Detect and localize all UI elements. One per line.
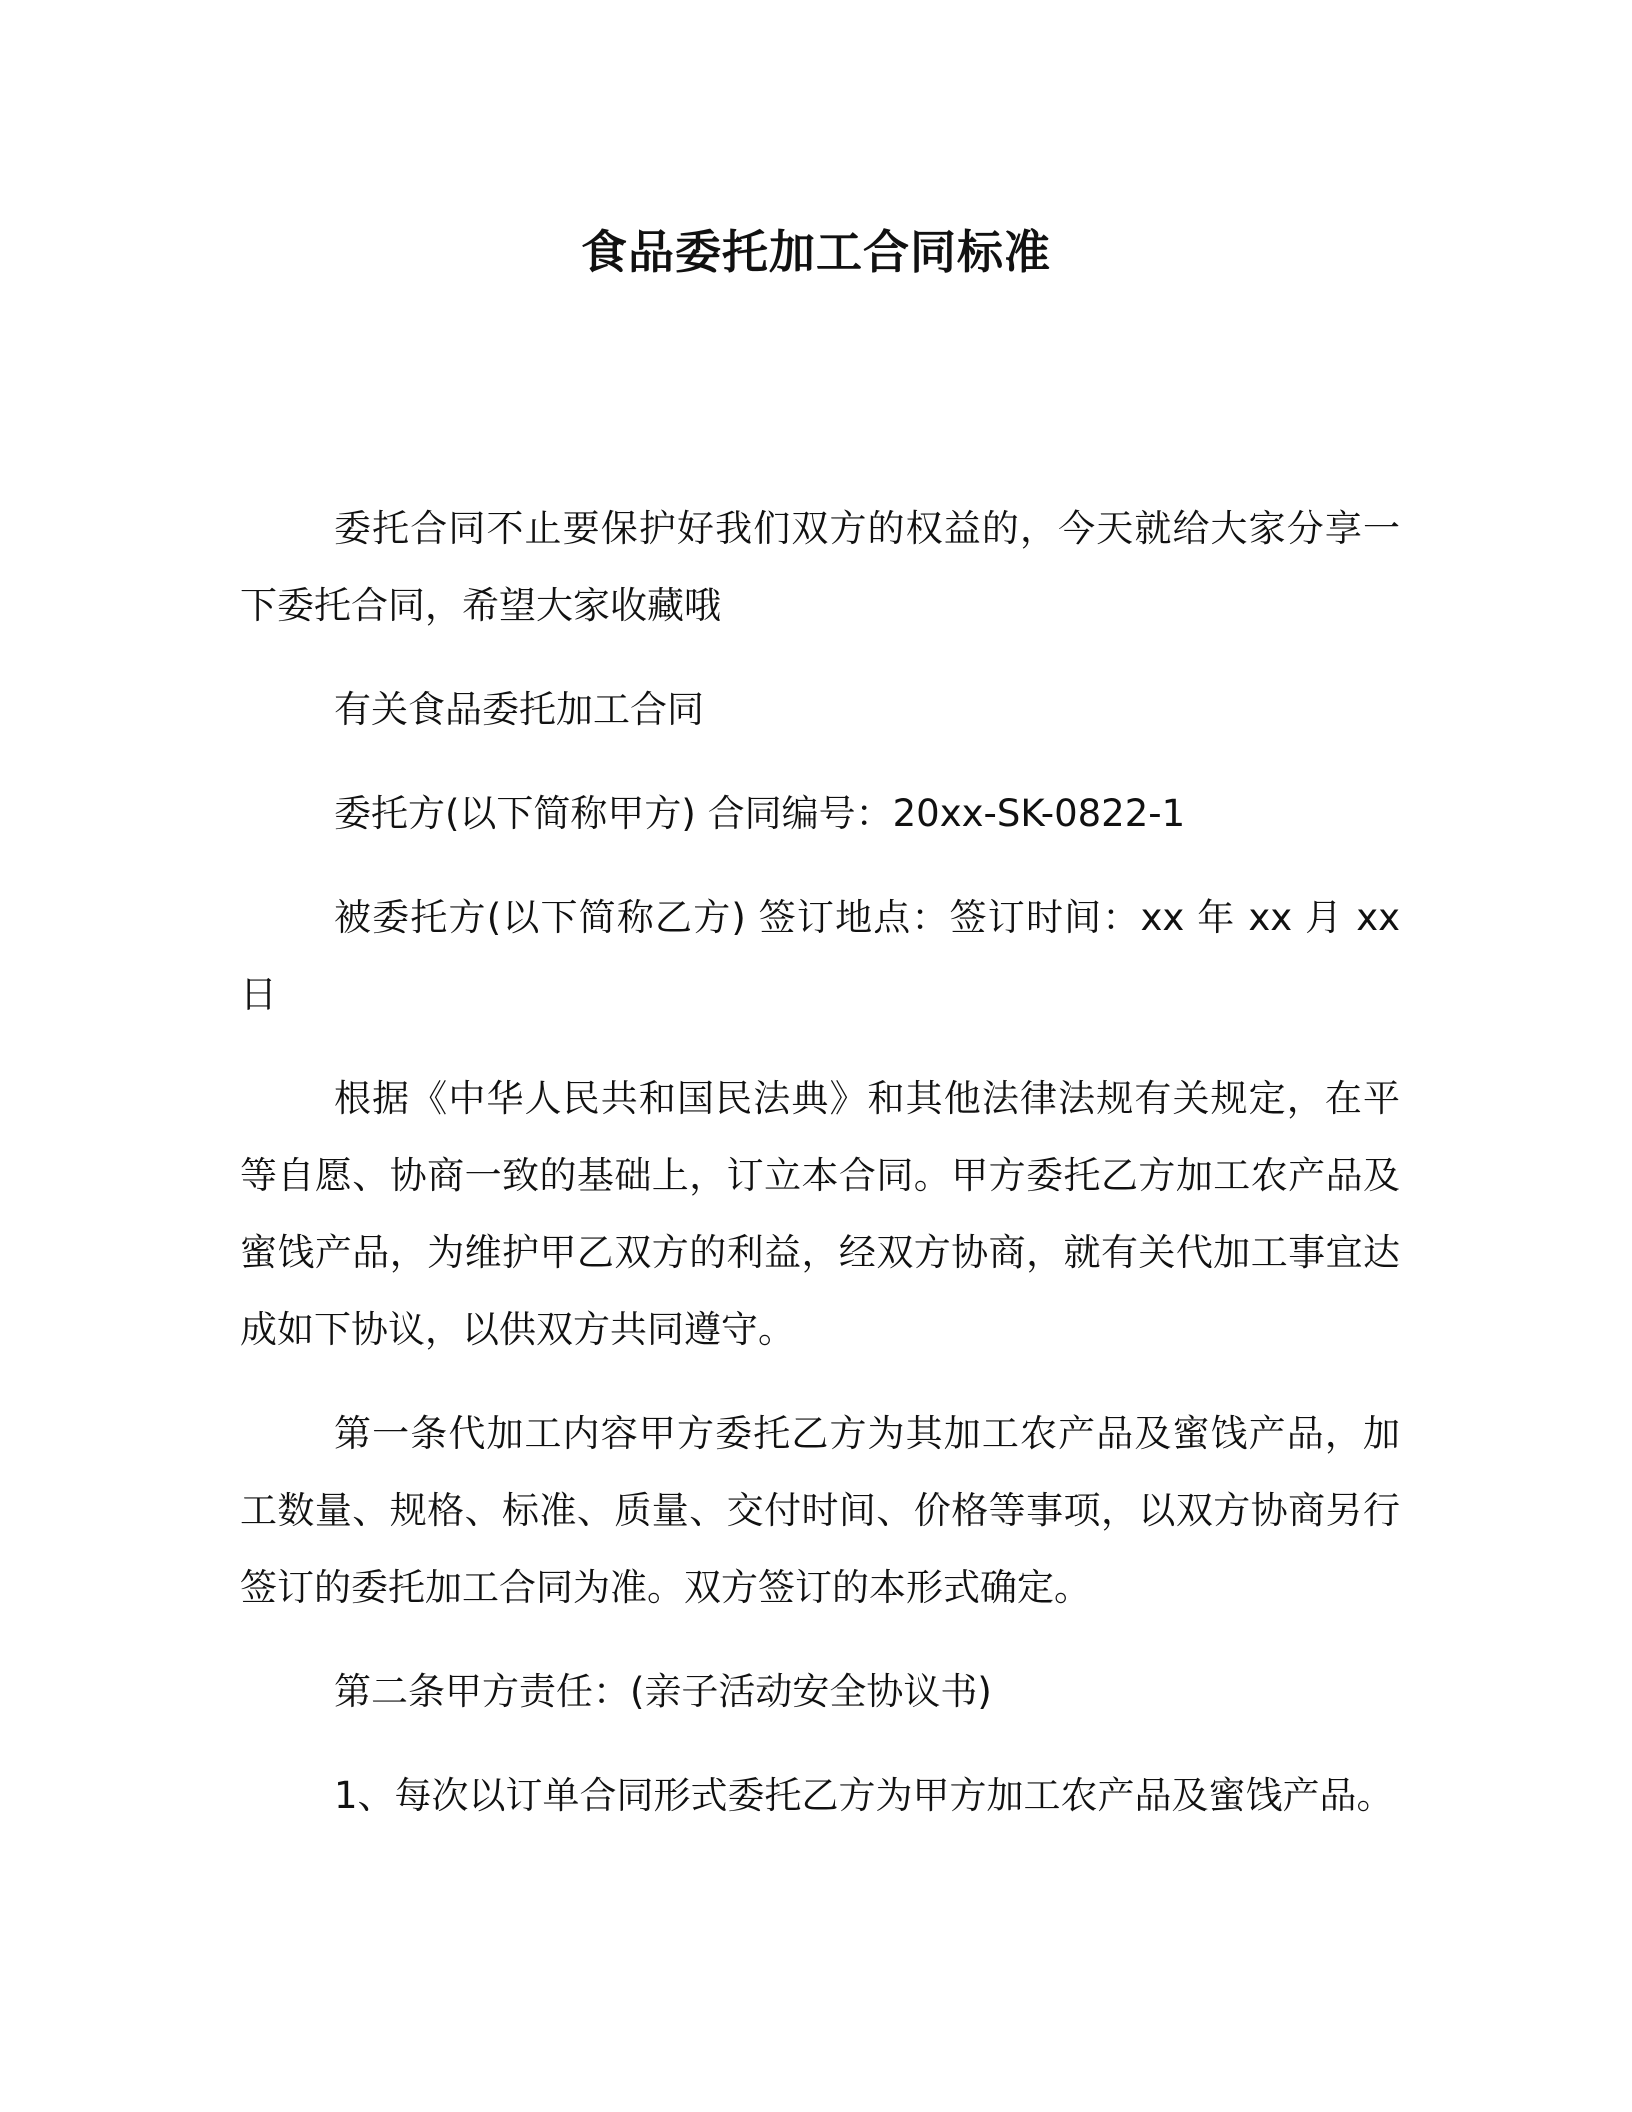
article-two-item-one: 1、每次以订单合同形式委托乙方为甲方加工农产品及蜜饯产品。 [334,1774,1394,1817]
section-heading: 有关食品委托加工合同 [334,688,704,731]
party-a-line: 委托方(以下简称甲方) 合同编号：20xx-SK-0822-1 [334,792,1186,835]
article-one-paragraph: 第一条代加工内容甲方委托乙方为其加工农产品及蜜饯产品，加工数量、规格、标准、质量、交付时间、价格等事项，以双方协商另行签订的委托加工合同为准。双方签订的本形式确定。 [240,1412,1400,1609]
intro-paragraph: 委托合同不止要保护好我们双方的权益的，今天就给大家分享一下委托合同，希望大家收藏哦 [240,507,1400,627]
document-body [240,490,1400,1861]
party-b-line: 被委托方(以下简称乙方) 签订地点：签订时间：xx 年 xx 月 xx 日 [240,896,1400,1016]
article-two-heading: 第二条甲方责任：(亲子活动安全协议书) [334,1670,992,1713]
legal-basis-paragraph: 根据《中华人民共和国民法典》和其他法律法规有关规定，在平等自愿、协商一致的基础上，订立本合同。甲方委托乙方加工农产品及蜜饯产品，为维护甲乙双方的利益，经双方协商，就有关代加工事宜达成如下协议，以供双方共同遵守。 [240,1077,1400,1351]
document-title: 食品委托加工合同标准 [581,225,1051,279]
